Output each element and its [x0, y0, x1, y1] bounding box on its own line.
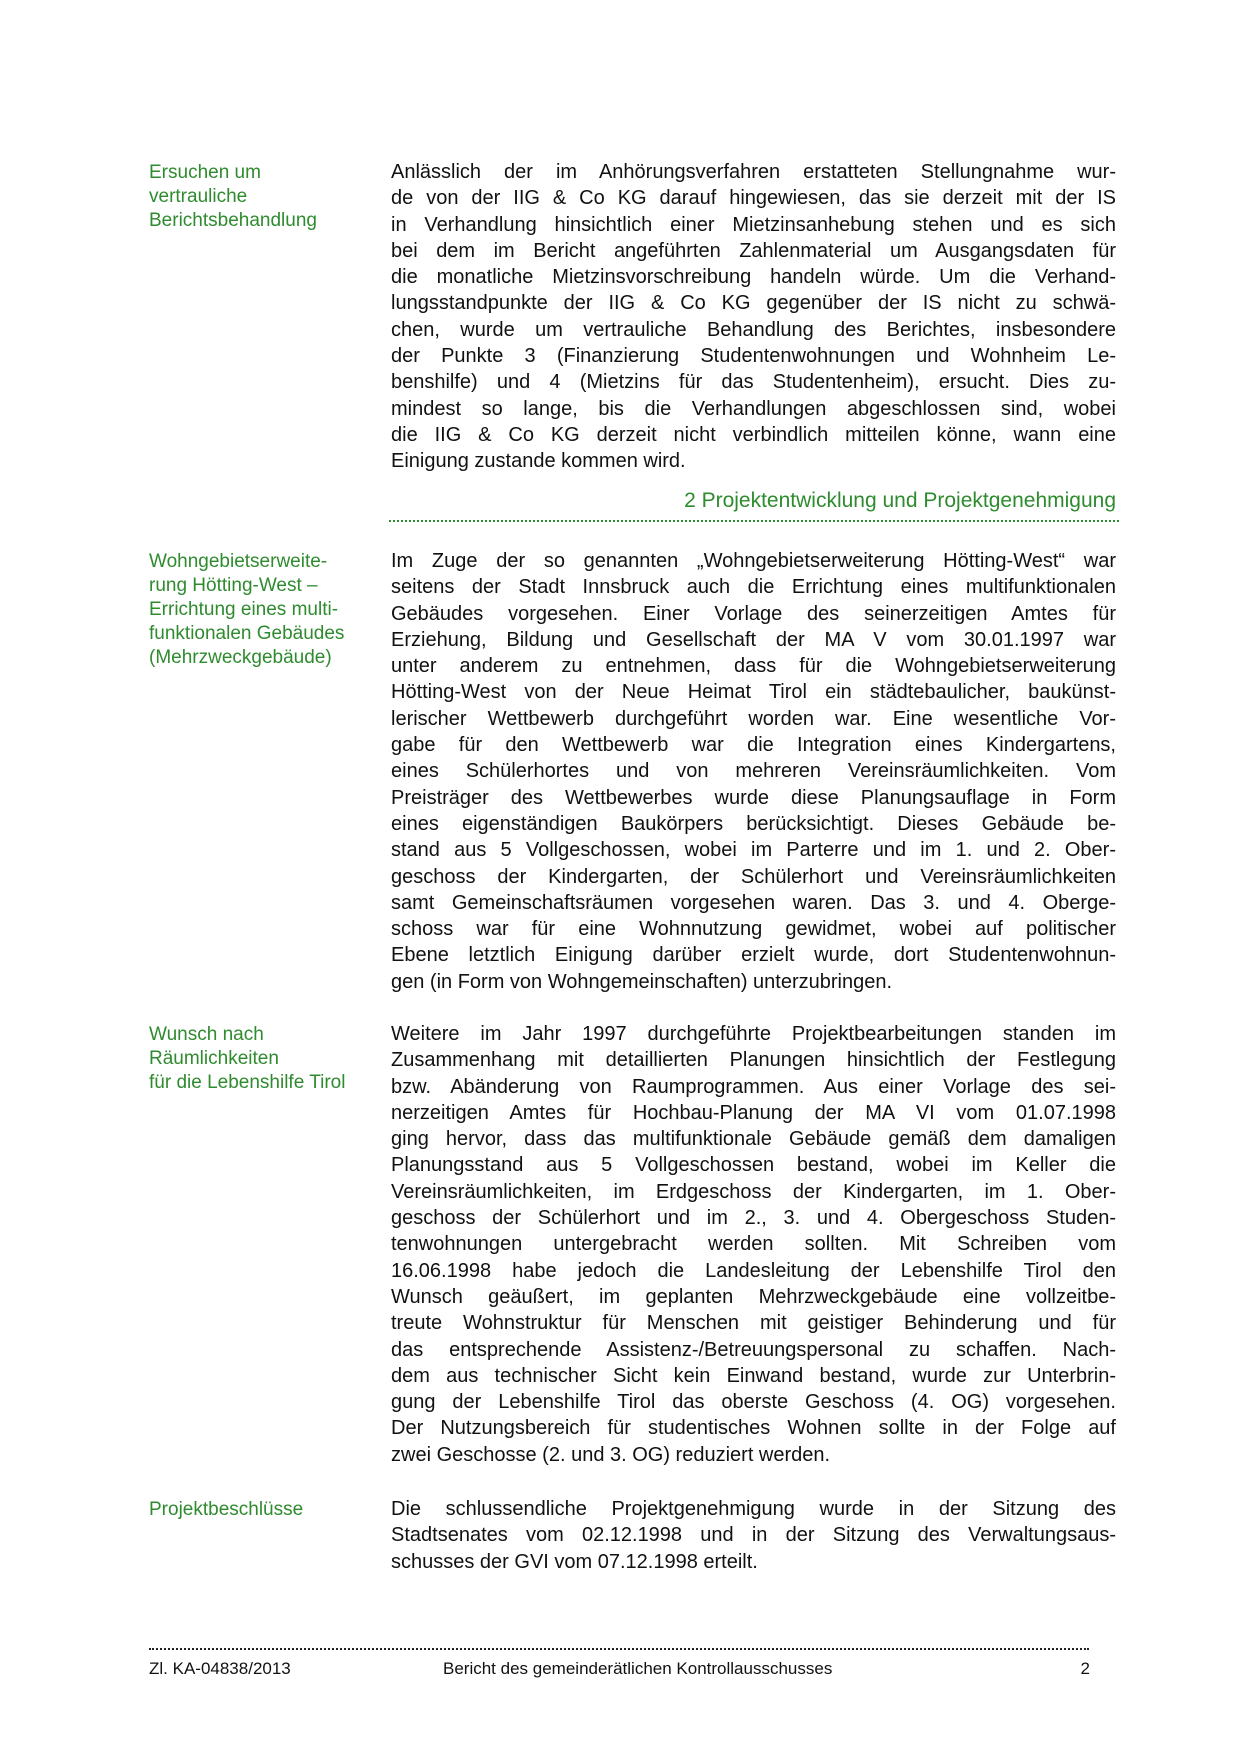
paragraph-line: zwei Geschosse (2. und 3. OG) reduziert werden.: [391, 1443, 831, 1466]
margin-note-line: rung Hötting-West –: [149, 575, 318, 596]
paragraph-line: geschoss der Kindergarten, der Schülerhort und Vereinsräumlichkeiten: [391, 865, 1116, 888]
paragraph: [391, 159, 1116, 475]
paragraph: [391, 1496, 1116, 1575]
paragraph-line: Im Zuge der so genannten „Wohngebietserweiterung Hötting-West“ war: [391, 550, 1116, 572]
paragraph-line: gen (in Form von Wohngemeinschaften) unterzubringen.: [391, 970, 893, 993]
paragraph-line: geschoss der Schülerhort und im 2., 3. und 4. Obergeschoss Studen-: [391, 1207, 1116, 1230]
paragraph-line: in Verhandlung hinsichtlich einer Mietzinsanhebung stehen und es sich: [391, 213, 1116, 236]
margin-note-line: Ersuchen um: [149, 162, 261, 183]
margin-note-line: Errichtung eines multi-: [149, 599, 339, 620]
paragraph-line: der Punkte 3 (Finanzierung Studentenwohnungen und Wohnheim Le-: [391, 345, 1116, 368]
paragraph-line: Weitere im Jahr 1997 durchgeführte Projektbearbeitungen standen im: [391, 1023, 1116, 1045]
margin-note-line: funktionalen Gebäudes: [149, 623, 345, 644]
paragraph: [391, 1021, 1116, 1468]
paragraph-line: Vereinsräumlichkeiten, im Erdgeschoss der Kindergarten, im 1. Ober-: [391, 1180, 1116, 1203]
paragraph-line: die monatliche Mietzinsvorschreibung handeln würde. Um die Verhand-: [391, 266, 1116, 289]
paragraph-line: Planungsstand aus 5 Vollgeschossen bestand, wobei im Keller die: [391, 1154, 1116, 1177]
footer-page-number: 2: [1080, 1659, 1090, 1678]
paragraph-line: unter anderem zu entnehmen, dass für die Wohngebietserweiterung: [391, 655, 1116, 678]
paragraph-line: Gebäudes vorgesehen. Einer Vorlage des seinerzeitigen Amtes für: [391, 602, 1116, 625]
margin-note-line: Wunsch nach: [149, 1024, 264, 1045]
paragraph-line: Erziehung, Bildung und Gesellschaft der MA V vom 30.01.1997 war: [391, 628, 1116, 651]
paragraph-line: benshilfe) und 4 (Mietzins für das Studentenheim), ersucht. Dies zu-: [391, 371, 1116, 394]
paragraph-line: Preisträger des Wettbewerbes wurde diese Planungsauflage in Form: [391, 786, 1116, 809]
footer-title: Bericht des gemeinderätlichen Kontrollausschusses: [443, 1659, 833, 1678]
paragraph-line: das entsprechende Assistenz-/Betreuungspersonal zu schaffen. Nach-: [391, 1338, 1116, 1361]
margin-note: [149, 1023, 379, 1095]
margin-note: [149, 550, 379, 670]
paragraph-line: bzw. Abänderung von Raumprogrammen. Aus einer Vorlage des sei-: [391, 1075, 1116, 1098]
paragraph-line: schusses der GVI vom 07.12.1998 erteilt.: [391, 1550, 758, 1573]
margin-note-line: für die Lebenshilfe Tirol: [149, 1072, 346, 1093]
margin-note-line: Projektbeschlüsse: [149, 1499, 304, 1520]
section-heading: 2 Projektentwicklung und Projektgenehmigung: [684, 489, 1116, 512]
paragraph-line: 16.06.1998 habe jedoch die Landesleitung der Lebenshilfe Tirol den: [391, 1259, 1116, 1282]
footer-divider: [149, 1648, 1089, 1650]
paragraph-line: seitens der Stadt Innsbruck auch die Errichtung eines multifunktionalen: [391, 576, 1116, 599]
paragraph-line: Zusammenhang mit detaillierten Planungen hinsichtlich der Festlegung: [391, 1049, 1116, 1072]
paragraph-line: Der Nutzungsbereich für studentisches Wohnen sollte in der Folge auf: [391, 1417, 1116, 1440]
paragraph-line: tenwohnungen untergebracht werden sollten. Mit Schreiben vom: [391, 1233, 1116, 1256]
paragraph-line: Ebene letztlich Einigung darüber erzielt wurde, dort Studentenwohnun-: [391, 944, 1116, 967]
paragraph: [391, 548, 1116, 995]
heading-divider: [389, 520, 1119, 522]
paragraph-line: Die schlussendliche Projektgenehmigung wurde in der Sitzung des: [391, 1498, 1116, 1520]
paragraph-line: ging hervor, dass das multifunktionale Gebäude gemäß dem damaligen: [391, 1128, 1116, 1151]
paragraph-line: Einigung zustande kommen wird.: [391, 450, 686, 473]
margin-note-line: vertrauliche: [149, 186, 248, 207]
margin-note-line: Wohngebietserweite-: [149, 551, 328, 572]
paragraph-line: lerischer Wettbewerb durchgeführt worden war. Eine wesentliche Vor-: [391, 707, 1116, 730]
paragraph-line: Hötting-West von der Neue Heimat Tirol ein städtebaulicher, baukünst-: [391, 681, 1116, 704]
paragraph-line: samt Gemeinschaftsräumen vorgesehen waren. Das 3. und 4. Oberge-: [391, 891, 1116, 914]
paragraph-line: nerzeitigen Amtes für Hochbau-Planung der MA VI vom 01.07.1998: [391, 1101, 1116, 1124]
margin-note: [149, 161, 379, 233]
paragraph-line: Wunsch geäußert, im geplanten Mehrzweckgebäude eine vollzeitbe-: [391, 1285, 1116, 1308]
paragraph-line: stand aus 5 Vollgeschossen, wobei im Parterre und im 1. und 2. Ober-: [391, 839, 1116, 862]
paragraph-line: mindest so lange, bis die Verhandlungen abgeschlossen sind, wobei: [391, 397, 1116, 420]
margin-note: [149, 1498, 379, 1522]
paragraph-line: die IIG & Co KG derzeit nicht verbindlich mitteilen könne, wann eine: [391, 423, 1116, 446]
paragraph-line: eines Schülerhortes und von mehreren Vereinsräumlichkeiten. Vom: [391, 760, 1116, 783]
paragraph-line: schoss war für eine Wohnnutzung gewidmet, wobei auf politischer: [391, 918, 1116, 941]
paragraph-line: de von der IIG & Co KG darauf hingewiesen, das sie derzeit mit der IS: [391, 187, 1116, 210]
paragraph-line: Anlässlich der im Anhörungsverfahren erstatteten Stellungnahme wur-: [391, 161, 1116, 183]
paragraph-line: lungsstandpunkte der IIG & Co KG gegenüber der IS nicht zu schwä-: [391, 292, 1116, 315]
footer-reference: Zl. KA-04838/2013: [149, 1659, 291, 1678]
paragraph-line: dem aus technischer Sicht kein Einwand bestand, wurde zur Unterbrin-: [391, 1364, 1116, 1387]
paragraph-line: treute Wohnstruktur für Menschen mit geistiger Behinderung und für: [391, 1312, 1116, 1335]
paragraph-line: bei dem im Bericht angeführten Zahlenmaterial um Ausgangsdaten für: [391, 239, 1116, 262]
paragraph-line: gabe für den Wettbewerb war die Integration eines Kindergartens,: [391, 734, 1116, 757]
margin-note-line: (Mehrzweckgebäude): [149, 647, 332, 668]
paragraph-line: chen, wurde um vertrauliche Behandlung des Berichtes, insbesondere: [391, 318, 1116, 341]
paragraph-line: eines eigenständigen Baukörpers berücksichtigt. Dieses Gebäude be-: [391, 812, 1116, 835]
margin-note-line: Berichtsbehandlung: [149, 210, 317, 231]
margin-note-line: Räumlichkeiten: [149, 1048, 279, 1069]
paragraph-line: Stadtsenates vom 02.12.1998 und in der Sitzung des Verwaltungsaus-: [391, 1524, 1116, 1547]
paragraph-line: gung der Lebenshilfe Tirol das oberste Geschoss (4. OG) vorgesehen.: [391, 1391, 1116, 1414]
